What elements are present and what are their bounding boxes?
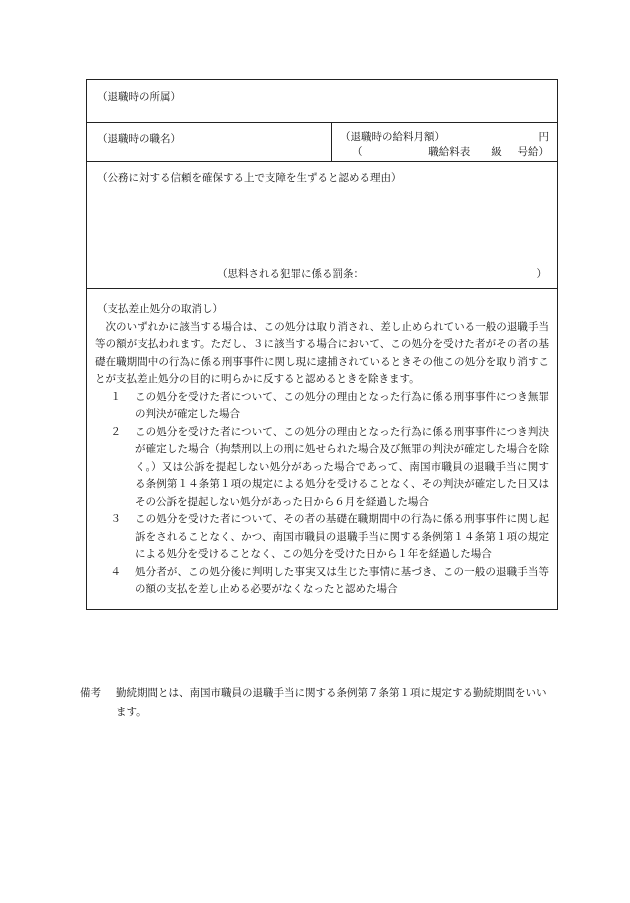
- salary-table: 職給料表: [428, 146, 471, 158]
- salary-cell: [332, 123, 557, 161]
- crime-close: ）: [536, 268, 547, 280]
- cancellation-item: [95, 389, 549, 424]
- item-text: 処分者が、この処分後に判明した事実又は生じた事情に基づき、この一般の退職手当等の額の支払を差し止める必要がなくなったと認めた場合: [135, 565, 549, 595]
- salary-open-paren: （: [352, 146, 363, 158]
- item-number: ２: [110, 425, 121, 438]
- salary-grade: 級: [491, 146, 502, 158]
- reason-row: [87, 162, 557, 289]
- item-text: この処分を受けた者について、この処分の理由となった行為に係る刑事事件につき判決が確定した場合（拘禁刑以上の刑に処せられた場合及び無罪の判決が確定した場合を除く。）又は公訴を提起しない処分があった場合であって、南国市職員の退職手当に関する条例第１４条第１項の規定による処分を受けることなく、その判決が確定した日又はその公訴を提起しない処分があった日から６月を経過した場合: [135, 425, 549, 508]
- reason-label: （公務に対する信頼を確保する上で支障を生ずると認める理由）: [97, 172, 402, 184]
- cancellation-intro: 次のいずれかに該当する場合は、この処分は取り消され、差し止められている一般の退職手当等の額が支払われます。ただし、３に該当する場合において、この処分を受けた者がその者の基礎在職期間中の行為に係る刑事事件に関し現に逮捕されているときその他この処分を取り消すことが支払差止処分の目的に明らかに反すると認めるときを除きます。: [95, 320, 549, 385]
- remarks-label: 備考: [80, 687, 101, 699]
- department-label: （退職時の所属）: [97, 91, 181, 103]
- item-number: ４: [110, 565, 121, 578]
- position-salary-row: [87, 123, 557, 162]
- item-number: ３: [110, 513, 121, 525]
- item-text: この処分を受けた者について、この処分の理由となった行為に係る刑事事件につき無罪の判決が確定した場合: [135, 390, 549, 420]
- cancellation-item: [95, 564, 549, 599]
- remarks-text: 勤続期間とは、南国市職員の退職手当に関する条例第７条第１項に規定する勤続期間をいいます。: [116, 687, 547, 718]
- cancellation-title: （支払差止処分の取消し）: [97, 303, 223, 315]
- position-label: （退職時の職名）: [97, 133, 181, 145]
- department-row: [87, 80, 557, 123]
- position-cell: [87, 123, 332, 161]
- item-number: １: [110, 390, 121, 403]
- item-text: この処分を受けた者について、その者の基礎在職期間中の行為に係る刑事事件に関し起訴をされることなく、かつ、南国市職員の退職手当に関する条例第１４条第１項の規定による処分を受けることなく、この処分を受けた日から１年を経過した場合: [135, 513, 549, 560]
- cancellation-item: [95, 511, 549, 564]
- disposition-form: [86, 79, 558, 610]
- cancellation-row: [87, 289, 557, 609]
- remarks-note: [80, 684, 556, 722]
- crime-label: （思料される犯罪に係る罰条：: [217, 268, 364, 280]
- crime-line: [217, 266, 547, 281]
- salary-unit: 円: [538, 131, 549, 143]
- salary-step: 号給）: [517, 146, 549, 158]
- salary-label: （退職時の給料月額）: [340, 131, 445, 143]
- cancellation-item: [95, 424, 549, 512]
